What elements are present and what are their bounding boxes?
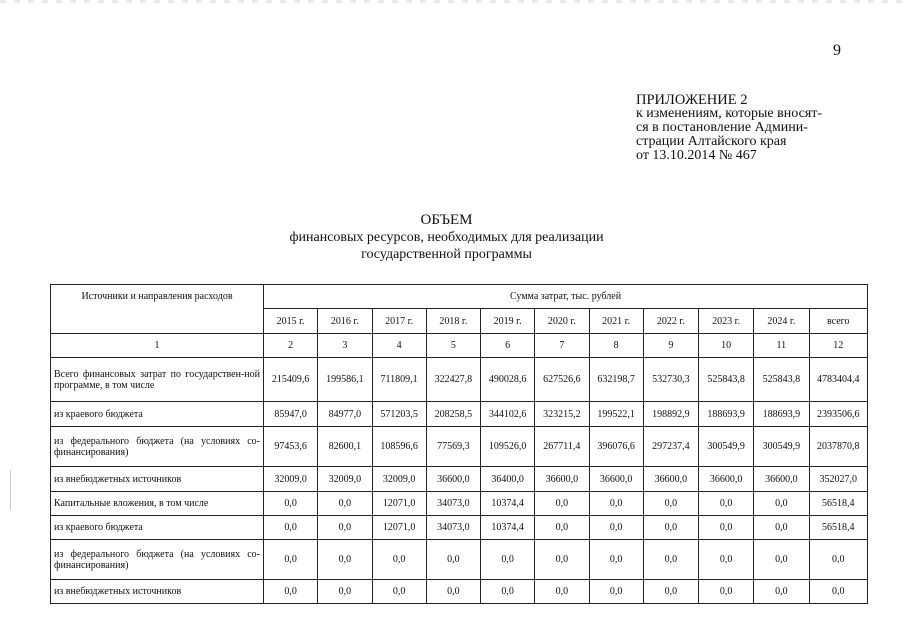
value-cell: 97453,6	[264, 427, 318, 467]
financing-table	[50, 284, 868, 604]
year-header: 2018 г.	[426, 309, 480, 334]
value-cell: 0,0	[754, 540, 809, 580]
row-label: Всего финансовых затрат по государствен-ной программе, в том числе	[51, 358, 264, 402]
value-cell: 109526,0	[481, 427, 535, 467]
sum-header: Сумма затрат, тыс. рублей	[264, 285, 868, 309]
page-number: 9	[833, 42, 841, 59]
value-cell: 77569,3	[426, 427, 480, 467]
value-cell: 0,0	[589, 492, 643, 516]
table-row	[51, 467, 868, 492]
value-cell: 627526,6	[535, 358, 589, 402]
title-line-1: ОБЪЕМ	[420, 212, 473, 228]
year-header: 2016 г.	[318, 309, 372, 334]
value-cell: 0,0	[264, 492, 318, 516]
value-cell: 56518,4	[809, 492, 868, 516]
value-cell: 0,0	[318, 580, 372, 604]
value-cell: 0,0	[643, 516, 698, 540]
value-cell: 0,0	[535, 540, 589, 580]
value-cell: 0,0	[699, 516, 754, 540]
column-number: 5	[426, 334, 480, 358]
value-cell: 0,0	[535, 492, 589, 516]
year-header: всего	[809, 309, 868, 334]
value-cell: 525843,8	[754, 358, 809, 402]
value-cell: 322427,8	[426, 358, 480, 402]
value-cell: 0,0	[535, 516, 589, 540]
value-cell: 297237,4	[643, 427, 698, 467]
value-cell: 84977,0	[318, 402, 372, 427]
value-cell: 36600,0	[535, 467, 589, 492]
value-cell: 36600,0	[426, 467, 480, 492]
row-label: Капитальные вложения, в том числе	[51, 492, 264, 516]
appendix-line: страции Алтайского края	[636, 134, 787, 149]
value-cell: 0,0	[754, 516, 809, 540]
column-number: 12	[809, 334, 868, 358]
table-header-row	[51, 285, 868, 309]
value-cell: 56518,4	[809, 516, 868, 540]
value-cell: 0,0	[481, 540, 535, 580]
appendix-heading: ПРИЛОЖЕНИЕ 2	[636, 92, 748, 108]
value-cell: 0,0	[318, 516, 372, 540]
value-cell: 0,0	[699, 540, 754, 580]
document-title	[0, 212, 893, 263]
table-row	[51, 580, 868, 604]
table-row	[51, 402, 868, 427]
value-cell: 36600,0	[699, 467, 754, 492]
column-number: 8	[589, 334, 643, 358]
row-label: из краевого бюджета	[51, 516, 264, 540]
value-cell: 36600,0	[589, 467, 643, 492]
value-cell: 0,0	[318, 540, 372, 580]
value-cell: 108596,6	[372, 427, 426, 467]
value-cell: 711809,1	[372, 358, 426, 402]
title-line-3: государственной программы	[361, 247, 532, 262]
year-header: 2024 г.	[754, 309, 809, 334]
value-cell: 36600,0	[754, 467, 809, 492]
value-cell: 32009,0	[318, 467, 372, 492]
value-cell: 32009,0	[372, 467, 426, 492]
value-cell: 36600,0	[643, 467, 698, 492]
value-cell: 85947,0	[264, 402, 318, 427]
scan-artifact-top	[0, 0, 905, 3]
value-cell: 0,0	[809, 580, 868, 604]
appendix-line: от 13.10.2014 № 467	[636, 148, 757, 163]
value-cell: 0,0	[264, 580, 318, 604]
value-cell: 82600,1	[318, 427, 372, 467]
year-header: 2022 г.	[643, 309, 698, 334]
row-label: из внебюджетных источников	[51, 580, 264, 604]
table-row	[51, 427, 868, 467]
value-cell: 10374,4	[481, 516, 535, 540]
column-number: 9	[643, 334, 698, 358]
value-cell: 0,0	[264, 540, 318, 580]
value-cell: 0,0	[589, 540, 643, 580]
value-cell: 323215,2	[535, 402, 589, 427]
value-cell: 188693,9	[699, 402, 754, 427]
value-cell: 352027,0	[809, 467, 868, 492]
value-cell: 0,0	[699, 580, 754, 604]
value-cell: 34073,0	[426, 516, 480, 540]
value-cell: 0,0	[481, 580, 535, 604]
value-cell: 198892,9	[643, 402, 698, 427]
value-cell: 0,0	[643, 580, 698, 604]
value-cell: 0,0	[318, 492, 372, 516]
value-cell: 0,0	[372, 540, 426, 580]
column-number: 7	[535, 334, 589, 358]
year-header: 2019 г.	[481, 309, 535, 334]
value-cell: 34073,0	[426, 492, 480, 516]
value-cell: 10374,4	[481, 492, 535, 516]
value-cell: 36400,0	[481, 467, 535, 492]
value-cell: 0,0	[643, 540, 698, 580]
value-cell: 0,0	[426, 540, 480, 580]
value-cell: 0,0	[372, 580, 426, 604]
value-cell: 300549,9	[754, 427, 809, 467]
year-header: 2015 г.	[264, 309, 318, 334]
value-cell: 188693,9	[754, 402, 809, 427]
value-cell: 199586,1	[318, 358, 372, 402]
value-cell: 0,0	[264, 516, 318, 540]
value-cell: 0,0	[535, 580, 589, 604]
value-cell: 12071,0	[372, 492, 426, 516]
column-number: 10	[699, 334, 754, 358]
row-label: из краевого бюджета	[51, 402, 264, 427]
column-number: 6	[481, 334, 535, 358]
table-row	[51, 540, 868, 580]
value-cell: 0,0	[643, 492, 698, 516]
year-header: 2017 г.	[372, 309, 426, 334]
year-header: 2020 г.	[535, 309, 589, 334]
table-row	[51, 516, 868, 540]
value-cell: 0,0	[754, 492, 809, 516]
value-cell: 199522,1	[589, 402, 643, 427]
table-row	[51, 358, 868, 402]
column-number: 2	[264, 334, 318, 358]
value-cell: 2037870,8	[809, 427, 868, 467]
value-cell: 0,0	[589, 580, 643, 604]
appendix-block	[636, 93, 822, 163]
column-number: 3	[318, 334, 372, 358]
value-cell: 0,0	[699, 492, 754, 516]
value-cell: 571203,5	[372, 402, 426, 427]
value-cell: 4783404,4	[809, 358, 868, 402]
table-body	[51, 285, 868, 604]
column-number-row	[51, 334, 868, 358]
appendix-line: ся в постановление Админи-	[636, 120, 808, 135]
value-cell: 525843,8	[699, 358, 754, 402]
row-label: из внебюджетных источников	[51, 467, 264, 492]
column-number: 1	[51, 334, 264, 358]
value-cell: 0,0	[809, 540, 868, 580]
value-cell: 396076,6	[589, 427, 643, 467]
table-row	[51, 492, 868, 516]
value-cell: 0,0	[754, 580, 809, 604]
column-number: 4	[372, 334, 426, 358]
source-header: Источники и направления расходов	[51, 285, 264, 334]
value-cell: 0,0	[426, 580, 480, 604]
value-cell: 0,0	[589, 516, 643, 540]
year-header: 2021 г.	[589, 309, 643, 334]
value-cell: 632198,7	[589, 358, 643, 402]
scan-artifact-left	[10, 470, 11, 510]
value-cell: 32009,0	[264, 467, 318, 492]
value-cell: 2393506,6	[809, 402, 868, 427]
title-line-2: финансовых ресурсов, необходимых для реализации	[289, 230, 604, 245]
value-cell: 267711,4	[535, 427, 589, 467]
row-label: из федерального бюджета (на условиях со-финансирования)	[51, 427, 264, 467]
column-number: 11	[754, 334, 809, 358]
value-cell: 215409,6	[264, 358, 318, 402]
year-header: 2023 г.	[699, 309, 754, 334]
value-cell: 490028,6	[481, 358, 535, 402]
value-cell: 344102,6	[481, 402, 535, 427]
value-cell: 300549,9	[699, 427, 754, 467]
appendix-line: к изменениям, которые вносят-	[636, 106, 823, 121]
value-cell: 208258,5	[426, 402, 480, 427]
value-cell: 12071,0	[372, 516, 426, 540]
row-label: из федерального бюджета (на условиях со-финансирования)	[51, 540, 264, 580]
value-cell: 532730,3	[643, 358, 698, 402]
